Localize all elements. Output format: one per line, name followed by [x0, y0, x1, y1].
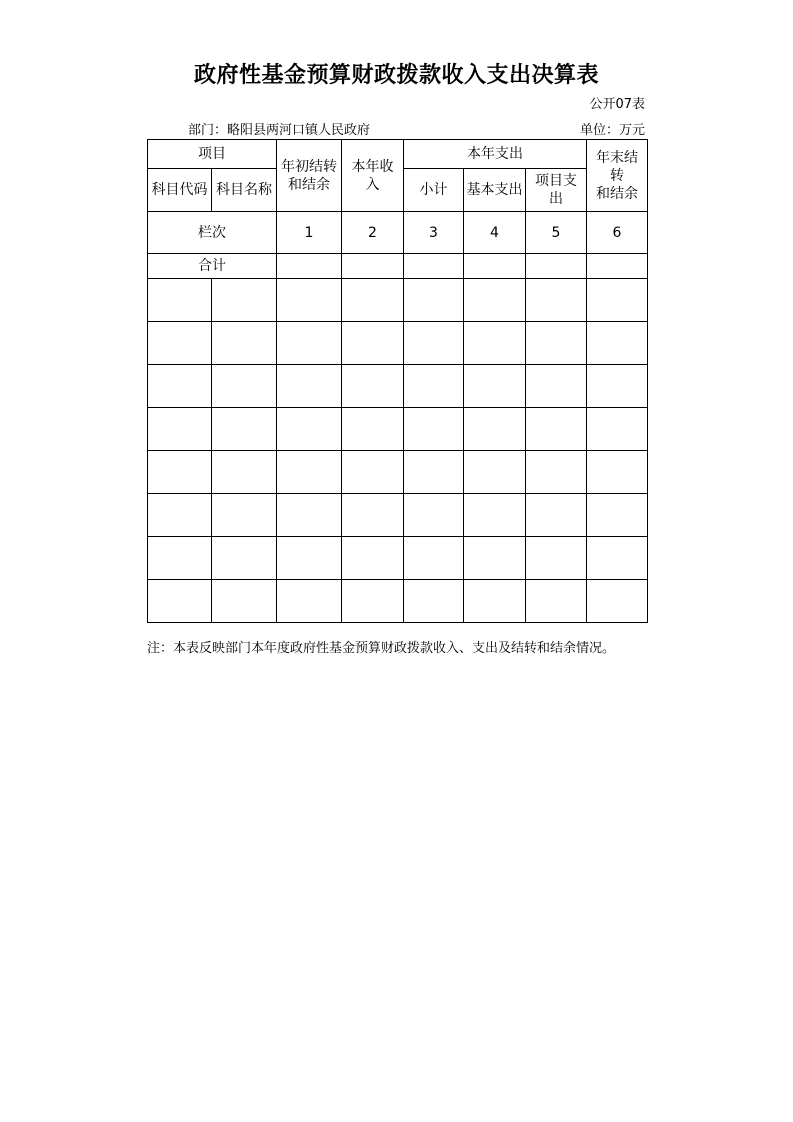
table-cell [148, 580, 212, 623]
header-closing-balance [587, 140, 648, 212]
header-current-expense: 本年支出 [404, 140, 587, 169]
table-cell [587, 408, 648, 451]
table-cell [526, 408, 587, 451]
total-cell [342, 254, 404, 279]
table-cell [526, 365, 587, 408]
table-cell [212, 365, 277, 408]
table-cell [404, 365, 464, 408]
table-cell [404, 580, 464, 623]
unit-label: 单位：万元 [579, 123, 645, 138]
table-cell [148, 408, 212, 451]
table-cell [464, 279, 526, 322]
table-cell [587, 451, 648, 494]
table-cell [277, 279, 342, 322]
table-cell [526, 279, 587, 322]
table-cell [526, 322, 587, 365]
table-cell [587, 580, 648, 623]
header-project: 项目 [148, 140, 277, 169]
table-row [148, 322, 648, 365]
total-cell [526, 254, 587, 279]
footnote: 注：本表反映部门本年度政府性基金预算财政拨款收入、支出及结转和结余情况。 [147, 641, 616, 656]
column-index-1: 1 [277, 212, 342, 254]
table-cell [464, 322, 526, 365]
table-cell [587, 365, 648, 408]
column-index-2: 2 [342, 212, 404, 254]
table-cell [212, 408, 277, 451]
table-cell [404, 279, 464, 322]
table-cell [277, 322, 342, 365]
column-index-6: 6 [587, 212, 648, 254]
table-cell [342, 365, 404, 408]
table-cell [526, 580, 587, 623]
total-cell [464, 254, 526, 279]
table-cell [587, 537, 648, 580]
table-cell [277, 408, 342, 451]
table-cell [148, 537, 212, 580]
table-cell [342, 580, 404, 623]
table-row [148, 408, 648, 451]
table-cell [342, 322, 404, 365]
table-cell [277, 537, 342, 580]
header-subject-code: 科目代码 [148, 169, 212, 212]
table-cell [464, 451, 526, 494]
table-cell [404, 408, 464, 451]
column-index-4: 4 [464, 212, 526, 254]
table-cell [212, 494, 277, 537]
table-cell [587, 322, 648, 365]
table-row [148, 365, 648, 408]
header-basic-expense: 基本支出 [464, 169, 526, 212]
header-closing-balance-line1: 年末结转 [596, 149, 638, 184]
header-current-income: 本年收入 [342, 140, 404, 212]
table-cell [526, 537, 587, 580]
table-cell [148, 494, 212, 537]
table-cell [277, 580, 342, 623]
table-cell [148, 451, 212, 494]
table-cell [212, 451, 277, 494]
table-cell [342, 537, 404, 580]
table-cell [342, 451, 404, 494]
table-cell [464, 494, 526, 537]
table-cell [404, 494, 464, 537]
table-cell [404, 537, 464, 580]
report-table [147, 139, 648, 623]
column-index-3: 3 [404, 212, 464, 254]
table-row [148, 494, 648, 537]
header-project-expense: 项目支出 [526, 169, 587, 212]
table-cell [342, 279, 404, 322]
table-cell [277, 451, 342, 494]
total-cell [587, 254, 648, 279]
table-row [148, 537, 648, 580]
table-cell [277, 365, 342, 408]
table-cell [526, 494, 587, 537]
header-subject-name: 科目名称 [212, 169, 277, 212]
table-cell [148, 279, 212, 322]
table-code: 公开07表 [589, 97, 645, 112]
column-index-label: 栏次 [148, 212, 277, 254]
table-cell [212, 279, 277, 322]
table-cell [526, 451, 587, 494]
total-cell [277, 254, 342, 279]
total-row-label: 合计 [148, 254, 277, 279]
table-cell [342, 494, 404, 537]
column-index-5: 5 [526, 212, 587, 254]
table-cell [464, 365, 526, 408]
department-label: 部门：略阳县两河口镇人民政府 [188, 123, 371, 138]
header-closing-balance-line2: 和结余 [596, 185, 638, 202]
table-cell [212, 537, 277, 580]
table-cell [404, 322, 464, 365]
table-cell [342, 408, 404, 451]
table-cell [587, 279, 648, 322]
header-subtotal: 小计 [404, 169, 464, 212]
total-cell [404, 254, 464, 279]
table-row [148, 451, 648, 494]
table-row [148, 279, 648, 322]
table-cell [404, 451, 464, 494]
table-cell [464, 408, 526, 451]
table-cell [212, 322, 277, 365]
table-cell [277, 494, 342, 537]
table-cell [587, 494, 648, 537]
table-cell [148, 365, 212, 408]
table-row [148, 580, 648, 623]
table-cell [148, 322, 212, 365]
page-title: 政府性基金预算财政拨款收入支出决算表 [193, 63, 599, 88]
header-opening-balance: 年初结转和结余 [277, 140, 342, 212]
table-cell [212, 580, 277, 623]
table-cell [464, 537, 526, 580]
table-cell [464, 580, 526, 623]
